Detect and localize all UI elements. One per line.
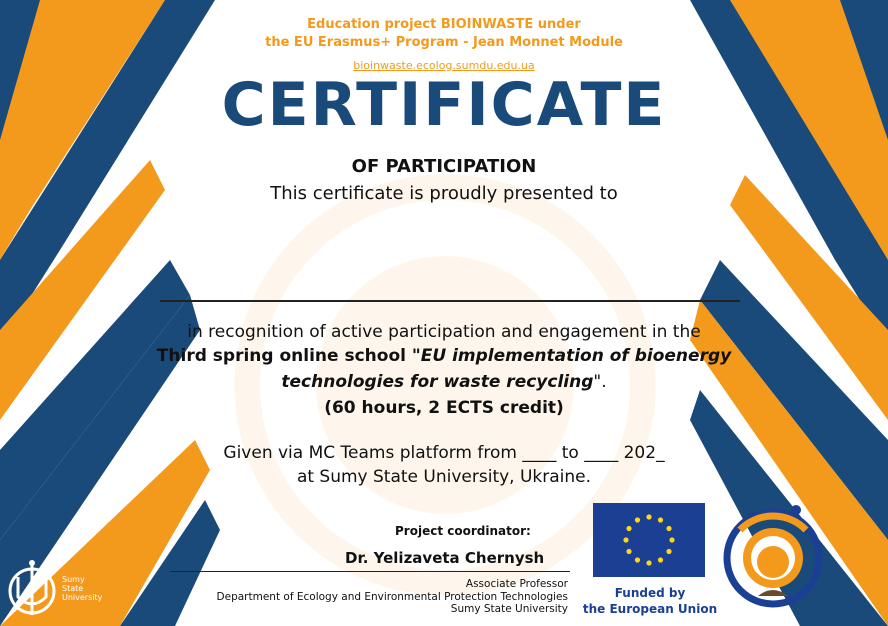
project-header-line-2: the EU Erasmus+ Program - Jean Monnet Module — [265, 35, 623, 50]
university-logo-text — [62, 575, 102, 602]
coordinator-name: Dr. Yelizaveta Chernysh — [345, 549, 545, 567]
school-name-part-2: technologies for waste recycling — [281, 372, 594, 392]
certificate-title: CERTIFICATE — [221, 70, 667, 140]
recognition-text: in recognition of active participation and engagement in the — [187, 322, 701, 342]
certificate-subtitle: OF PARTICIPATION — [351, 156, 537, 177]
school-prefix: Third spring online school " — [156, 346, 421, 366]
school-suffix: ". — [593, 372, 607, 392]
signature-line — [170, 571, 570, 572]
bioinwaste-badge-icon — [718, 500, 828, 610]
recipient-name-line — [160, 300, 740, 302]
school-name-part-1: EU implementation of bioenergy — [420, 346, 732, 366]
eu-caption-line-2: the European Union — [582, 602, 718, 616]
project-website-link[interactable]: bioinwaste.ecolog.sumdu.edu.ua — [353, 59, 535, 72]
eu-flag-icon — [593, 503, 705, 577]
coordinator-label: Project coordinator: — [395, 524, 531, 538]
coordinator-department: Department of Ecology and Environmental Protection Technologies — [216, 591, 568, 603]
credits-text: (60 hours, 2 ECTS credit) — [324, 398, 564, 418]
location-text: at Sumy State University, Ukraine. — [296, 467, 592, 487]
eu-caption-line-1: Funded by — [614, 586, 686, 600]
coordinator-university: Sumy State University — [450, 603, 568, 615]
school-title-line-1 — [0, 346, 888, 366]
university-logo-line-2: State — [62, 584, 84, 593]
university-logo-line-1: Sumy — [62, 575, 85, 584]
university-logo-line-3: University — [62, 593, 103, 602]
school-title-line-2 — [0, 372, 888, 392]
platform-text: Given via MC Teams platform from ____ to ____ 202_ — [223, 443, 665, 463]
coordinator-title: Associate Professor — [465, 578, 568, 590]
project-header-line-1: Education project BIOINWASTE under — [307, 17, 581, 32]
presented-to-text: This certificate is proudly presented to — [270, 183, 618, 204]
